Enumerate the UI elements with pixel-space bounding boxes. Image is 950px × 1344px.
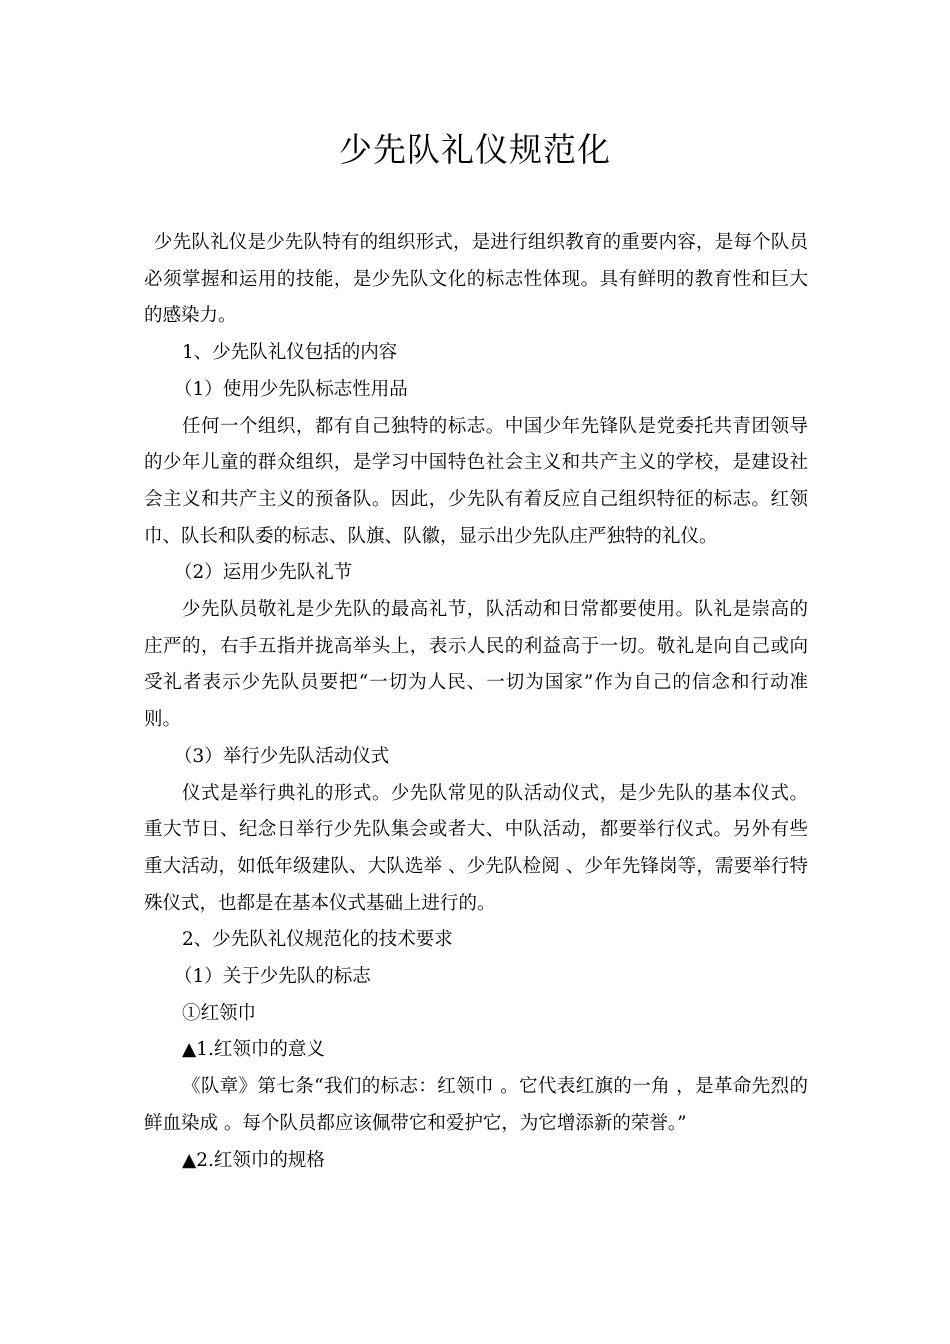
section-heading-1: 1、少先队礼仪包括的内容 bbox=[182, 342, 398, 364]
document-title: 少先队礼仪规范化 bbox=[339, 130, 611, 169]
subsection-heading-1-2: （2）运用少先队礼节 bbox=[174, 562, 353, 584]
quote-paragraph: 《队章》第七条“我们的标志：红领巾 。它代表红旗的一角 ，是革命先烈的鲜血染成 。每个队员都应该佩带它和爱护它，为它增添新的荣誉。” bbox=[144, 1076, 808, 1134]
document-body bbox=[144, 225, 808, 1179]
body-paragraph: 仪式是举行典礼的形式。少先队常见的队活动仪式，是少先队的基本仪式。重大节日、纪念日举行少先队集会或者大、中队活动，都要举行仪式。另外有些重大活动，如低年级建队、大队选举 、少先队检阅 、少年先锋岗等，需要举行特殊仪式，也都是在基本仪式基础上进行的。 bbox=[144, 782, 808, 914]
intro-paragraph: 少先队礼仪是少先队特有的组织形式，是进行组织教育的重要内容，是每个队员必须掌握和运用的技能，是少先队文化的标志性体现。具有鲜明的教育性和巨大的感染力。 bbox=[144, 232, 808, 327]
point-heading-meaning: ▲1.红领巾的意义 bbox=[182, 1039, 325, 1061]
subsection-heading-2-1: （1）关于少先队的标志 bbox=[174, 966, 371, 988]
body-paragraph: 少先队员敬礼是少先队的最高礼节，队活动和日常都要使用。队礼是崇高的庄严的，右手五指并拢高举头上，表示人民的利益高于一切。敬礼是向自己或向受礼者表示少先队员要把“一切为人民、一切为国家”作为自己的信念和行动准则。 bbox=[144, 599, 808, 731]
section-heading-2: 2、少先队礼仪规范化的技术要求 bbox=[182, 929, 453, 951]
subsection-heading-1-3: （3）举行少先队活动仪式 bbox=[174, 745, 390, 767]
body-paragraph: 任何一个组织，都有自己独特的标志。中国少年先锋队是党委托共青团领导的少年儿童的群众组织，是学习中国特色社会主义和共产主义的学校，是建设社会主义和共产主义的预备队。因此，少先队有着反应自己组织特征的标志。红领巾、队长和队委的标志、队旗、队徽，显示出少先队庄严独特的礼仪。 bbox=[144, 415, 808, 547]
point-heading-specification: ▲2.红领巾的规格 bbox=[182, 1149, 325, 1171]
subsection-heading-1-1: （1）使用少先队标志性用品 bbox=[174, 378, 408, 400]
item-heading-red-scarf: ①红领巾 bbox=[182, 1002, 257, 1024]
